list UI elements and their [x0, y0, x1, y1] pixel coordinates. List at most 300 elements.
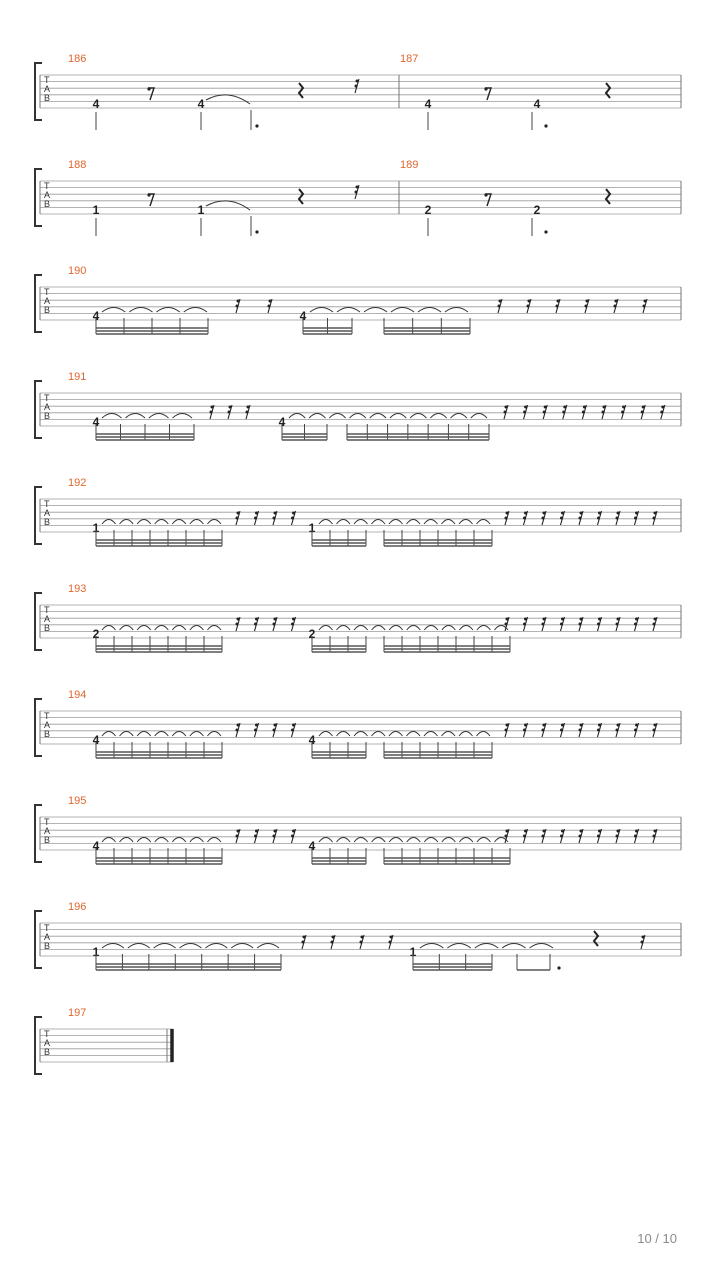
dot: [544, 124, 547, 127]
tie-arc: [172, 520, 186, 525]
tie-arc: [154, 944, 176, 949]
sixteenth-rest-flag: [561, 724, 564, 727]
tie-arc: [442, 838, 456, 843]
tie-arc: [370, 414, 386, 419]
system-bracket: [35, 1017, 42, 1074]
sixteenth-rest-flag: [597, 729, 600, 732]
sixteenth-rest-flag: [561, 618, 564, 621]
sixteenth-rest-flag: [527, 305, 530, 308]
tab-system: [35, 477, 681, 546]
dot: [544, 230, 547, 233]
sixteenth-rest-flag: [237, 724, 240, 727]
tie-arc: [354, 520, 368, 525]
tab-clef-letter: B: [44, 941, 51, 951]
sixteenth-rest-flag: [255, 830, 258, 833]
sixteenth-rest-flag: [228, 411, 231, 414]
sixteenth-rest-flag: [524, 406, 527, 409]
sixteenth-rest-flag: [641, 411, 644, 414]
sixteenth-rest-flag: [268, 305, 271, 308]
sixteenth-rest-flag: [524, 724, 527, 727]
tie-arc: [319, 520, 333, 525]
sixteenth-rest-flag: [291, 835, 294, 838]
fret-number: 4: [299, 309, 307, 323]
sixteenth-rest-flag: [292, 618, 295, 621]
tie-arc: [337, 626, 351, 631]
tie-arc: [389, 732, 403, 737]
tab-system: [35, 265, 681, 334]
sixteenth-rest-flag: [603, 406, 606, 409]
sixteenth-rest-flag: [635, 618, 638, 621]
sixteenth-rest-flag: [499, 300, 502, 303]
sixteenth-rest-flag: [506, 830, 509, 833]
dot: [255, 124, 258, 127]
sixteenth-rest-flag: [254, 623, 257, 626]
sixteenth-rest-flag: [560, 517, 563, 520]
tie-arc: [329, 414, 345, 419]
tie-arc: [389, 520, 403, 525]
measure-number: 196: [68, 901, 87, 913]
sixteenth-rest-flag: [542, 517, 545, 520]
tie-arc: [390, 414, 406, 419]
tab-clef-letter: A: [44, 932, 51, 942]
fret-number: 4: [92, 839, 100, 853]
sixteenth-rest-flag: [621, 411, 624, 414]
tie-arc: [354, 838, 368, 843]
tie-arc: [205, 944, 227, 949]
fret-number: 2: [424, 203, 432, 217]
sixteenth-rest-flag: [579, 517, 582, 520]
tab-clef-letter: T: [44, 499, 50, 509]
tie-arc: [180, 944, 202, 949]
sixteenth-rest-flag: [237, 830, 240, 833]
sixteenth-rest-flag: [543, 724, 546, 727]
measure-number: 194: [68, 689, 87, 701]
tie-arc: [207, 626, 221, 631]
sixteenth-rest-flag: [331, 941, 334, 944]
tie-arc: [190, 520, 204, 525]
sixteenth-rest-flag: [236, 517, 239, 520]
tie-arc: [319, 626, 333, 631]
measure-number: 186: [68, 53, 87, 65]
tie-arc: [155, 732, 169, 737]
sixteenth-rest-flag: [236, 835, 239, 838]
fret-number: 1: [197, 203, 205, 217]
tie-arc: [372, 520, 386, 525]
sixteenth-rest-flag: [579, 729, 582, 732]
sixteenth-rest-flag: [390, 936, 393, 939]
tie-arc: [337, 520, 351, 525]
sixteenth-rest-flag: [562, 411, 565, 414]
sixteenth-rest-flag: [246, 411, 249, 414]
tie-arc: [257, 944, 279, 949]
sixteenth-rest-flag: [582, 411, 585, 414]
tie-arc: [206, 95, 250, 104]
sixteenth-rest-flag: [210, 411, 213, 414]
sixteenth-rest-flag: [332, 936, 335, 939]
sixteenth-rest-flag: [617, 618, 620, 621]
sixteenth-rest-flag: [506, 512, 509, 515]
dot: [255, 230, 258, 233]
sixteenth-rest-flag: [255, 512, 258, 515]
sixteenth-rest-flag: [561, 830, 564, 833]
tie-arc: [389, 838, 403, 843]
sixteenth-rest-flag: [542, 623, 545, 626]
sixteenth-rest-flag: [602, 411, 605, 414]
sixteenth-rest-flag: [634, 623, 637, 626]
sixteenth-rest-flag: [255, 724, 258, 727]
tie-arc: [424, 838, 438, 843]
sixteenth-rest-flag: [269, 300, 272, 303]
sixteenth-rest-flag: [580, 724, 583, 727]
eighth-rest-dot: [484, 87, 487, 90]
tab-system: [35, 901, 681, 970]
tie-arc: [364, 308, 387, 313]
tab-system: [35, 159, 681, 236]
sixteenth-rest-flag: [661, 406, 664, 409]
tab-clef-letter: T: [44, 605, 50, 615]
dot: [557, 966, 560, 969]
sixteenth-rest-flag: [653, 623, 656, 626]
tie-arc: [477, 626, 491, 631]
sixteenth-rest-flag: [579, 623, 582, 626]
tie-arc: [407, 520, 421, 525]
tab-clef-letter: A: [44, 720, 51, 730]
fret-number: 4: [424, 97, 432, 111]
page-number: 10 / 10: [637, 1231, 677, 1246]
tab-clef-letter: B: [44, 623, 51, 633]
tie-arc: [445, 308, 468, 313]
sixteenth-rest-flag: [273, 729, 276, 732]
tie-arc: [207, 838, 221, 843]
sixteenth-rest-flag: [615, 300, 618, 303]
tie-arc: [172, 838, 186, 843]
quarter-rest: [299, 189, 303, 204]
measure-number: 189: [400, 159, 419, 171]
sixteenth-rest-flag: [523, 729, 526, 732]
sixteenth-rest-flag: [598, 724, 601, 727]
tie-arc: [172, 626, 186, 631]
sixteenth-rest-flag: [597, 623, 600, 626]
sixteenth-rest-flag: [634, 517, 637, 520]
sixteenth-rest-flag: [254, 729, 257, 732]
sixteenth-rest-flag: [543, 512, 546, 515]
sixteenth-rest-flag: [583, 406, 586, 409]
tie-arc: [319, 732, 333, 737]
fret-number: 1: [92, 945, 100, 959]
tab-clef-letter: A: [44, 84, 51, 94]
tie-arc: [157, 308, 180, 313]
tie-arc: [155, 838, 169, 843]
tab-clef-letter: A: [44, 1038, 51, 1048]
sixteenth-rest-flag: [236, 623, 239, 626]
tab-system: [35, 53, 681, 130]
tie-arc: [137, 626, 151, 631]
sixteenth-rest-flag: [598, 618, 601, 621]
system-bracket: [35, 699, 42, 756]
sixteenth-rest-flag: [585, 305, 588, 308]
fret-number: 1: [409, 945, 417, 959]
measure-number: 193: [68, 583, 87, 595]
tab-clef-letter: A: [44, 826, 51, 836]
sixteenth-rest-flag: [653, 835, 656, 838]
tie-arc: [451, 414, 467, 419]
tie-arc: [389, 626, 403, 631]
sixteenth-rest-flag: [237, 512, 240, 515]
sixteenth-rest-flag: [254, 835, 257, 838]
tie-arc: [430, 414, 446, 419]
tie-arc: [137, 838, 151, 843]
sixteenth-rest-flag: [617, 512, 620, 515]
sixteenth-rest-flag: [505, 729, 508, 732]
tab-clef-letter: T: [44, 393, 50, 403]
measure-number: 192: [68, 477, 87, 489]
fret-number: 2: [92, 627, 100, 641]
tie-arc: [502, 944, 525, 949]
system-bracket: [35, 169, 42, 226]
tie-arc: [459, 520, 473, 525]
quarter-rest: [594, 931, 598, 946]
sixteenth-rest-flag: [635, 830, 638, 833]
sixteenth-rest-flag: [236, 305, 239, 308]
tab-system: [35, 371, 681, 440]
sixteenth-rest-flag: [505, 623, 508, 626]
system-bracket: [35, 275, 42, 332]
sixteenth-rest-flag: [528, 300, 531, 303]
sixteenth-rest-flag: [247, 406, 250, 409]
tab-system: [35, 1007, 173, 1074]
tab-clef-letter: T: [44, 75, 50, 85]
measure-number: 190: [68, 265, 87, 277]
fret-number: 4: [278, 415, 286, 429]
sixteenth-rest-flag: [597, 517, 600, 520]
tab-clef-letter: B: [44, 1047, 51, 1057]
sixteenth-rest-flag: [644, 300, 647, 303]
sixteenth-rest-flag: [274, 512, 277, 515]
tie-arc: [372, 732, 386, 737]
tab-clef-letter: T: [44, 181, 50, 191]
sixteenth-rest-flag: [653, 729, 656, 732]
tab-clef-letter: B: [44, 835, 51, 845]
sixteenth-rest-flag: [504, 411, 507, 414]
tab-clef-letter: A: [44, 190, 51, 200]
fret-number: 4: [92, 97, 100, 111]
sixteenth-rest-flag: [524, 830, 527, 833]
tab-system: [35, 583, 681, 652]
sixteenth-rest-flag: [642, 936, 645, 939]
sixteenth-rest-flag: [355, 85, 358, 88]
tab-clef-letter: A: [44, 402, 51, 412]
sixteenth-rest-flag: [543, 618, 546, 621]
sixteenth-rest-flag: [543, 411, 546, 414]
eighth-rest-dot: [484, 193, 487, 196]
tie-arc: [319, 838, 333, 843]
sixteenth-rest-flag: [634, 835, 637, 838]
tab-system: [35, 795, 681, 864]
sixteenth-rest-flag: [506, 724, 509, 727]
sixteenth-rest-flag: [617, 724, 620, 727]
tie-arc: [442, 626, 456, 631]
quarter-rest: [606, 189, 610, 204]
sixteenth-rest-flag: [653, 517, 656, 520]
tab-clef-letter: B: [44, 93, 51, 103]
sixteenth-rest-flag: [505, 517, 508, 520]
system-bracket: [35, 63, 42, 120]
tie-arc: [102, 732, 116, 737]
tie-arc: [231, 944, 253, 949]
tab-clef-letter: T: [44, 923, 50, 933]
sixteenth-rest-flag: [543, 830, 546, 833]
sixteenth-rest-flag: [616, 517, 619, 520]
tie-arc: [459, 732, 473, 737]
tie-arc: [354, 626, 368, 631]
sixteenth-rest-flag: [291, 517, 294, 520]
sixteenth-rest-flag: [355, 191, 358, 194]
sixteenth-rest-flag: [660, 411, 663, 414]
system-bracket: [35, 805, 42, 862]
tie-arc: [442, 520, 456, 525]
tie-arc: [289, 414, 305, 419]
tab-clef-letter: T: [44, 817, 50, 827]
sixteenth-rest-flag: [544, 406, 547, 409]
tie-arc: [407, 838, 421, 843]
sixteenth-rest-flag: [580, 618, 583, 621]
tie-arc: [173, 414, 193, 419]
sixteenth-rest-flag: [498, 305, 501, 308]
sixteenth-rest-flag: [654, 724, 657, 727]
tie-arc: [372, 838, 386, 843]
tab-system: [35, 689, 681, 758]
tie-arc: [129, 308, 152, 313]
sixteenth-rest-flag: [635, 512, 638, 515]
sixteenth-rest-flag: [556, 305, 559, 308]
tie-arc: [120, 732, 134, 737]
tab-clef-letter: B: [44, 517, 51, 527]
sixteenth-rest-flag: [255, 618, 258, 621]
sixteenth-rest-flag: [542, 729, 545, 732]
sixteenth-rest-flag: [617, 830, 620, 833]
sixteenth-rest-flag: [229, 406, 232, 409]
quarter-rest: [299, 83, 303, 98]
sixteenth-rest-flag: [557, 300, 560, 303]
tie-arc: [350, 414, 366, 419]
sixteenth-rest-flag: [273, 517, 276, 520]
tie-arc: [309, 414, 325, 419]
sixteenth-rest-flag: [523, 411, 526, 414]
fret-number: 1: [92, 521, 100, 535]
tab-clef-letter: A: [44, 614, 51, 624]
sixteenth-rest-flag: [622, 406, 625, 409]
tie-arc: [190, 626, 204, 631]
sixteenth-rest-flag: [292, 830, 295, 833]
sixteenth-rest-flag: [524, 512, 527, 515]
sixteenth-rest-flag: [274, 618, 277, 621]
sixteenth-rest-flag: [274, 830, 277, 833]
tie-arc: [102, 944, 124, 949]
fret-number: 4: [92, 733, 100, 747]
sixteenth-rest-flag: [560, 835, 563, 838]
sixteenth-rest-flag: [356, 80, 359, 83]
tie-arc: [207, 520, 221, 525]
tie-arc: [172, 732, 186, 737]
tie-arc: [102, 626, 116, 631]
sixteenth-rest-flag: [237, 300, 240, 303]
tie-arc: [137, 732, 151, 737]
tie-arc: [337, 308, 360, 313]
tie-arc: [354, 732, 368, 737]
tie-arc: [407, 732, 421, 737]
tie-arc: [126, 414, 146, 419]
sixteenth-rest-flag: [654, 618, 657, 621]
sixteenth-rest-flag: [643, 305, 646, 308]
measure-number: 188: [68, 159, 87, 171]
sixteenth-rest-flag: [302, 941, 305, 944]
tie-arc: [102, 838, 116, 843]
fret-number: 1: [92, 203, 100, 217]
sixteenth-rest-flag: [563, 406, 566, 409]
sixteenth-rest-flag: [580, 512, 583, 515]
tie-arc: [128, 944, 150, 949]
sixteenth-rest-flag: [211, 406, 214, 409]
tie-arc: [190, 838, 204, 843]
sixteenth-rest-flag: [641, 941, 644, 944]
tab-clef-letter: A: [44, 296, 51, 306]
tie-arc: [391, 308, 414, 313]
tie-arc: [206, 201, 250, 210]
sixteenth-rest-flag: [560, 729, 563, 732]
system-bracket: [35, 381, 42, 438]
sixteenth-rest-flag: [614, 305, 617, 308]
tie-arc: [410, 414, 426, 419]
tie-arc: [155, 626, 169, 631]
tie-arc: [442, 732, 456, 737]
sixteenth-rest-flag: [586, 300, 589, 303]
sixteenth-rest-flag: [560, 623, 563, 626]
quarter-rest: [606, 83, 610, 98]
sixteenth-rest-flag: [561, 512, 564, 515]
measure-number: 197: [68, 1007, 87, 1019]
sixteenth-rest-flag: [237, 618, 240, 621]
tie-arc: [207, 732, 221, 737]
tie-arc: [424, 520, 438, 525]
tie-arc: [530, 944, 553, 949]
tie-arc: [190, 732, 204, 737]
tie-arc: [337, 732, 351, 737]
tab-clef-letter: T: [44, 711, 50, 721]
fret-number: 4: [197, 97, 205, 111]
sixteenth-rest-flag: [291, 623, 294, 626]
sixteenth-rest-flag: [597, 835, 600, 838]
fret-number: 4: [92, 415, 100, 429]
system-bracket: [35, 593, 42, 650]
sixteenth-rest-flag: [598, 830, 601, 833]
tab-clef-letter: B: [44, 305, 51, 315]
tie-arc: [102, 414, 122, 419]
sixteenth-rest-flag: [389, 941, 392, 944]
tab-clef-letter: B: [44, 411, 51, 421]
tie-arc: [477, 838, 491, 843]
eighth-rest-dot: [147, 193, 150, 196]
fret-number: 4: [308, 733, 316, 747]
sixteenth-rest-flag: [616, 835, 619, 838]
tie-arc: [418, 308, 441, 313]
sixteenth-rest-flag: [292, 724, 295, 727]
tie-arc: [372, 626, 386, 631]
sixteenth-rest-flag: [524, 618, 527, 621]
sixteenth-rest-flag: [642, 406, 645, 409]
tab-clef-letter: T: [44, 1029, 50, 1039]
tie-arc: [471, 414, 487, 419]
tie-arc: [477, 732, 491, 737]
